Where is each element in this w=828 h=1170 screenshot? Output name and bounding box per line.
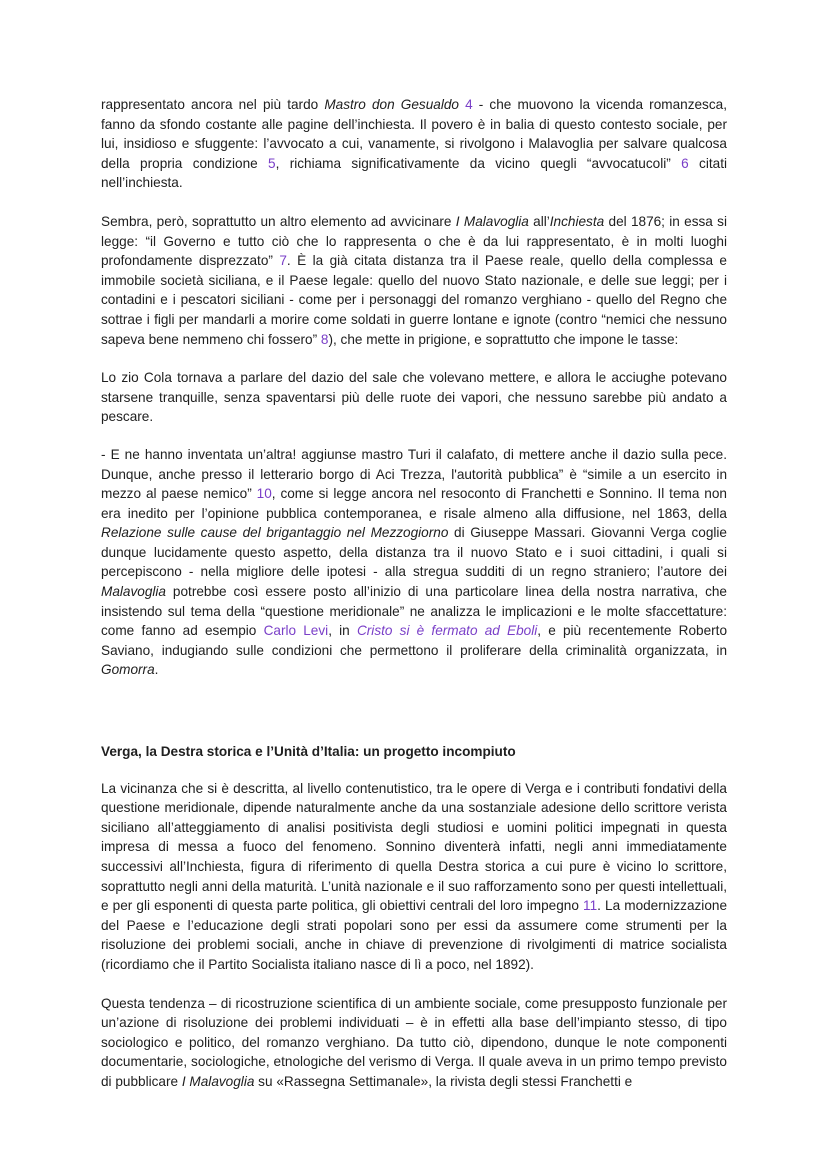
text: Sembra, però, soprattutto un altro elemento ad avvicinare (101, 213, 456, 229)
section-heading: Verga, la Destra storica e l’Unità d’Italia: un progetto incompiuto (101, 744, 516, 760)
text: , richiama significativamente da vicino quegli “avvocatucoli” (275, 155, 682, 171)
footnote-ref[interactable]: 7 (279, 253, 287, 269)
text: ), che mette in prigione, e soprattutto che impone le tasse: (328, 331, 679, 347)
text: all’ (528, 213, 550, 229)
text: potrebbe così essere posto all’inizio di una particolare linea della nostra narrativa, che insistendo sul tema della “questione meridionale” ne analizza le implicazioni e le molte sfaccettature: come fanno ad esempio (101, 584, 727, 639)
paragraph-4 (101, 445, 727, 680)
text: citati nell’inchiesta. (101, 155, 727, 191)
text: . È la già citata distanza tra il Paese reale, quello della complessa e immobile società siciliana, e il Paese legale: quello del nuovo Stato nazionale, e delle sue leggi; per i contadini e i pescatori siciliani - come per i personaggi del romanzo verghiano - quello del Regno che sottrae i figli per mandarli a morire come soldati in guerre lontane e ignote (contro “nemici che nessuno sapeva bene nemmeno chi fossero” (101, 253, 727, 347)
text: su «Rassegna Settimanale», la rivista degli stessi Franchetti e (254, 1073, 633, 1089)
text: , in (328, 623, 357, 639)
book-title: Relazione sulle cause del brigantaggio nel Mezzogiorno (101, 525, 449, 541)
book-title: Mastro don Gesualdo (324, 97, 459, 112)
footnote-ref[interactable]: 5 (268, 155, 276, 171)
footnote-ref[interactable]: 10 (256, 486, 272, 502)
book-title: I Malavoglia (455, 213, 529, 229)
document-body (101, 95, 727, 1092)
text: Questa tendenza – di ricostruzione scientifica di un ambiente sociale, come presupposto funzionale per un’azione di risoluzione dei problemi individuati – è in effetti alla base dell’impianto stesso, di tipo sociologico e politico, del romanzo verghiano. Da tutto ciò, dipendono, dunque le note componenti documentarie, sociologiche, etnologiche del verismo di Verga. Il quale aveva in un primo tempo previsto di pubblicare (101, 995, 727, 1089)
quotation-paragraph: Lo zio Cola tornava a parlare del dazio del sale che volevano mettere, e allora le acciughe potevano starsene tranquille, senza spaventarsi più delle ruote dei vapori, che nessuno sarebbe più andato a pescare. (101, 370, 727, 425)
text: , e più recentemente Roberto Saviano, indugiando sulle condizioni che permettono il proliferare della criminalità organizzata, in (101, 623, 727, 658)
footnote-ref[interactable]: 4 (465, 97, 473, 112)
footnote-ref[interactable]: 6 (681, 155, 689, 171)
book-title: Gomorra (101, 662, 155, 678)
paragraph-1 (101, 95, 727, 193)
link-cristo-si-e-fermato-ad-eboli[interactable]: Cristo si è fermato ad Eboli (356, 623, 538, 639)
book-title: Inchiesta (549, 213, 605, 229)
paragraph-5 (101, 779, 727, 975)
text: , come si legge ancora nel resoconto di Franchetti e Sonnino. Il tema non era inedito per l’opinione pubblica contemporanea, e risale almeno alla diffusione, nel 1863, della (101, 486, 727, 521)
text: - che muovono la vicenda romanzesca, fanno da sfondo costante alle pagine dell’inchiesta. Il povero è in balia di questo contesto sociale, per lui, insidioso e sfuggente: l’avvocato a cui, vanamente, si rivolgono i Malavoglia per salvare qualcosa della propria condizione (101, 97, 727, 171)
text: - E ne hanno inventata un’altra! aggiunse mastro Turi il calafato, di mettere anche il dazio sulla pece. Dunque, anche presso il letterario borgo di Aci Trezza, l'autorità pubblica” è “simile a un esercito in mezzo al paese nemico” (101, 446, 727, 502)
text: rappresentato ancora nel più tardo (101, 97, 325, 112)
text: . La modernizzazione del Paese e l’educazione degli strati popolari sono per essi da assumere come strumenti per la risoluzione dei problemi sociali, anche in chiave di prevenzione di rivolgimenti di matrice socialista (ricordiamo che il Partito Socialista italiano nasce di lì a poco, nel 1892). (101, 898, 728, 972)
book-title: I Malavoglia (181, 1073, 255, 1089)
paragraph-2 (101, 212, 727, 349)
text: . (154, 662, 159, 678)
text: di Giuseppe Massari. Giovanni Verga coglie dunque lucidamente questo aspetto, della distanza tra il nuovo Stato e i suoi cittadini, i quali si percepiscono - nella migliore delle ipotesi - alla stregua sudditi di un regno straniero; l’autore dei (101, 525, 727, 580)
footnote-ref[interactable]: 11 (583, 898, 598, 914)
paragraph-6 (101, 994, 727, 1092)
text: La vicinanza che si è descritta, al livello contenutistico, tra le opere di Verga e i contributi fondativi della questione meridionale, dipende naturalmente anche da una sostanziale adesione dello scrittore verista siciliano all’atteggiamento di analisi positivista degli studiosi e uomini politici impegnati in questa impresa di messa a fuoco del fenomeno. Sonnino diventerà infatti, negli anni immediatamente successivi all’Inchiesta, figura di riferimento di quella Destra storica a cui pure è vicino lo scrittore, soprattutto negli anni della maturità. L’unità nazionale e il suo rafforzamento sono per questi intellettuali, e per gli esponenti di questa parte politica, gli obiettivi centrali del loro impegno (101, 780, 727, 914)
footnote-ref[interactable]: 8 (320, 331, 329, 347)
book-title: Malavoglia (101, 584, 166, 600)
link-carlo-levi[interactable]: Carlo Levi (263, 623, 329, 639)
text: del 1876; in essa si legge: “il Governo e tutto ciò che lo rappresenta o che è da lui rappresentato, è in molti luoghi profondamente disprezzato” (101, 213, 727, 269)
